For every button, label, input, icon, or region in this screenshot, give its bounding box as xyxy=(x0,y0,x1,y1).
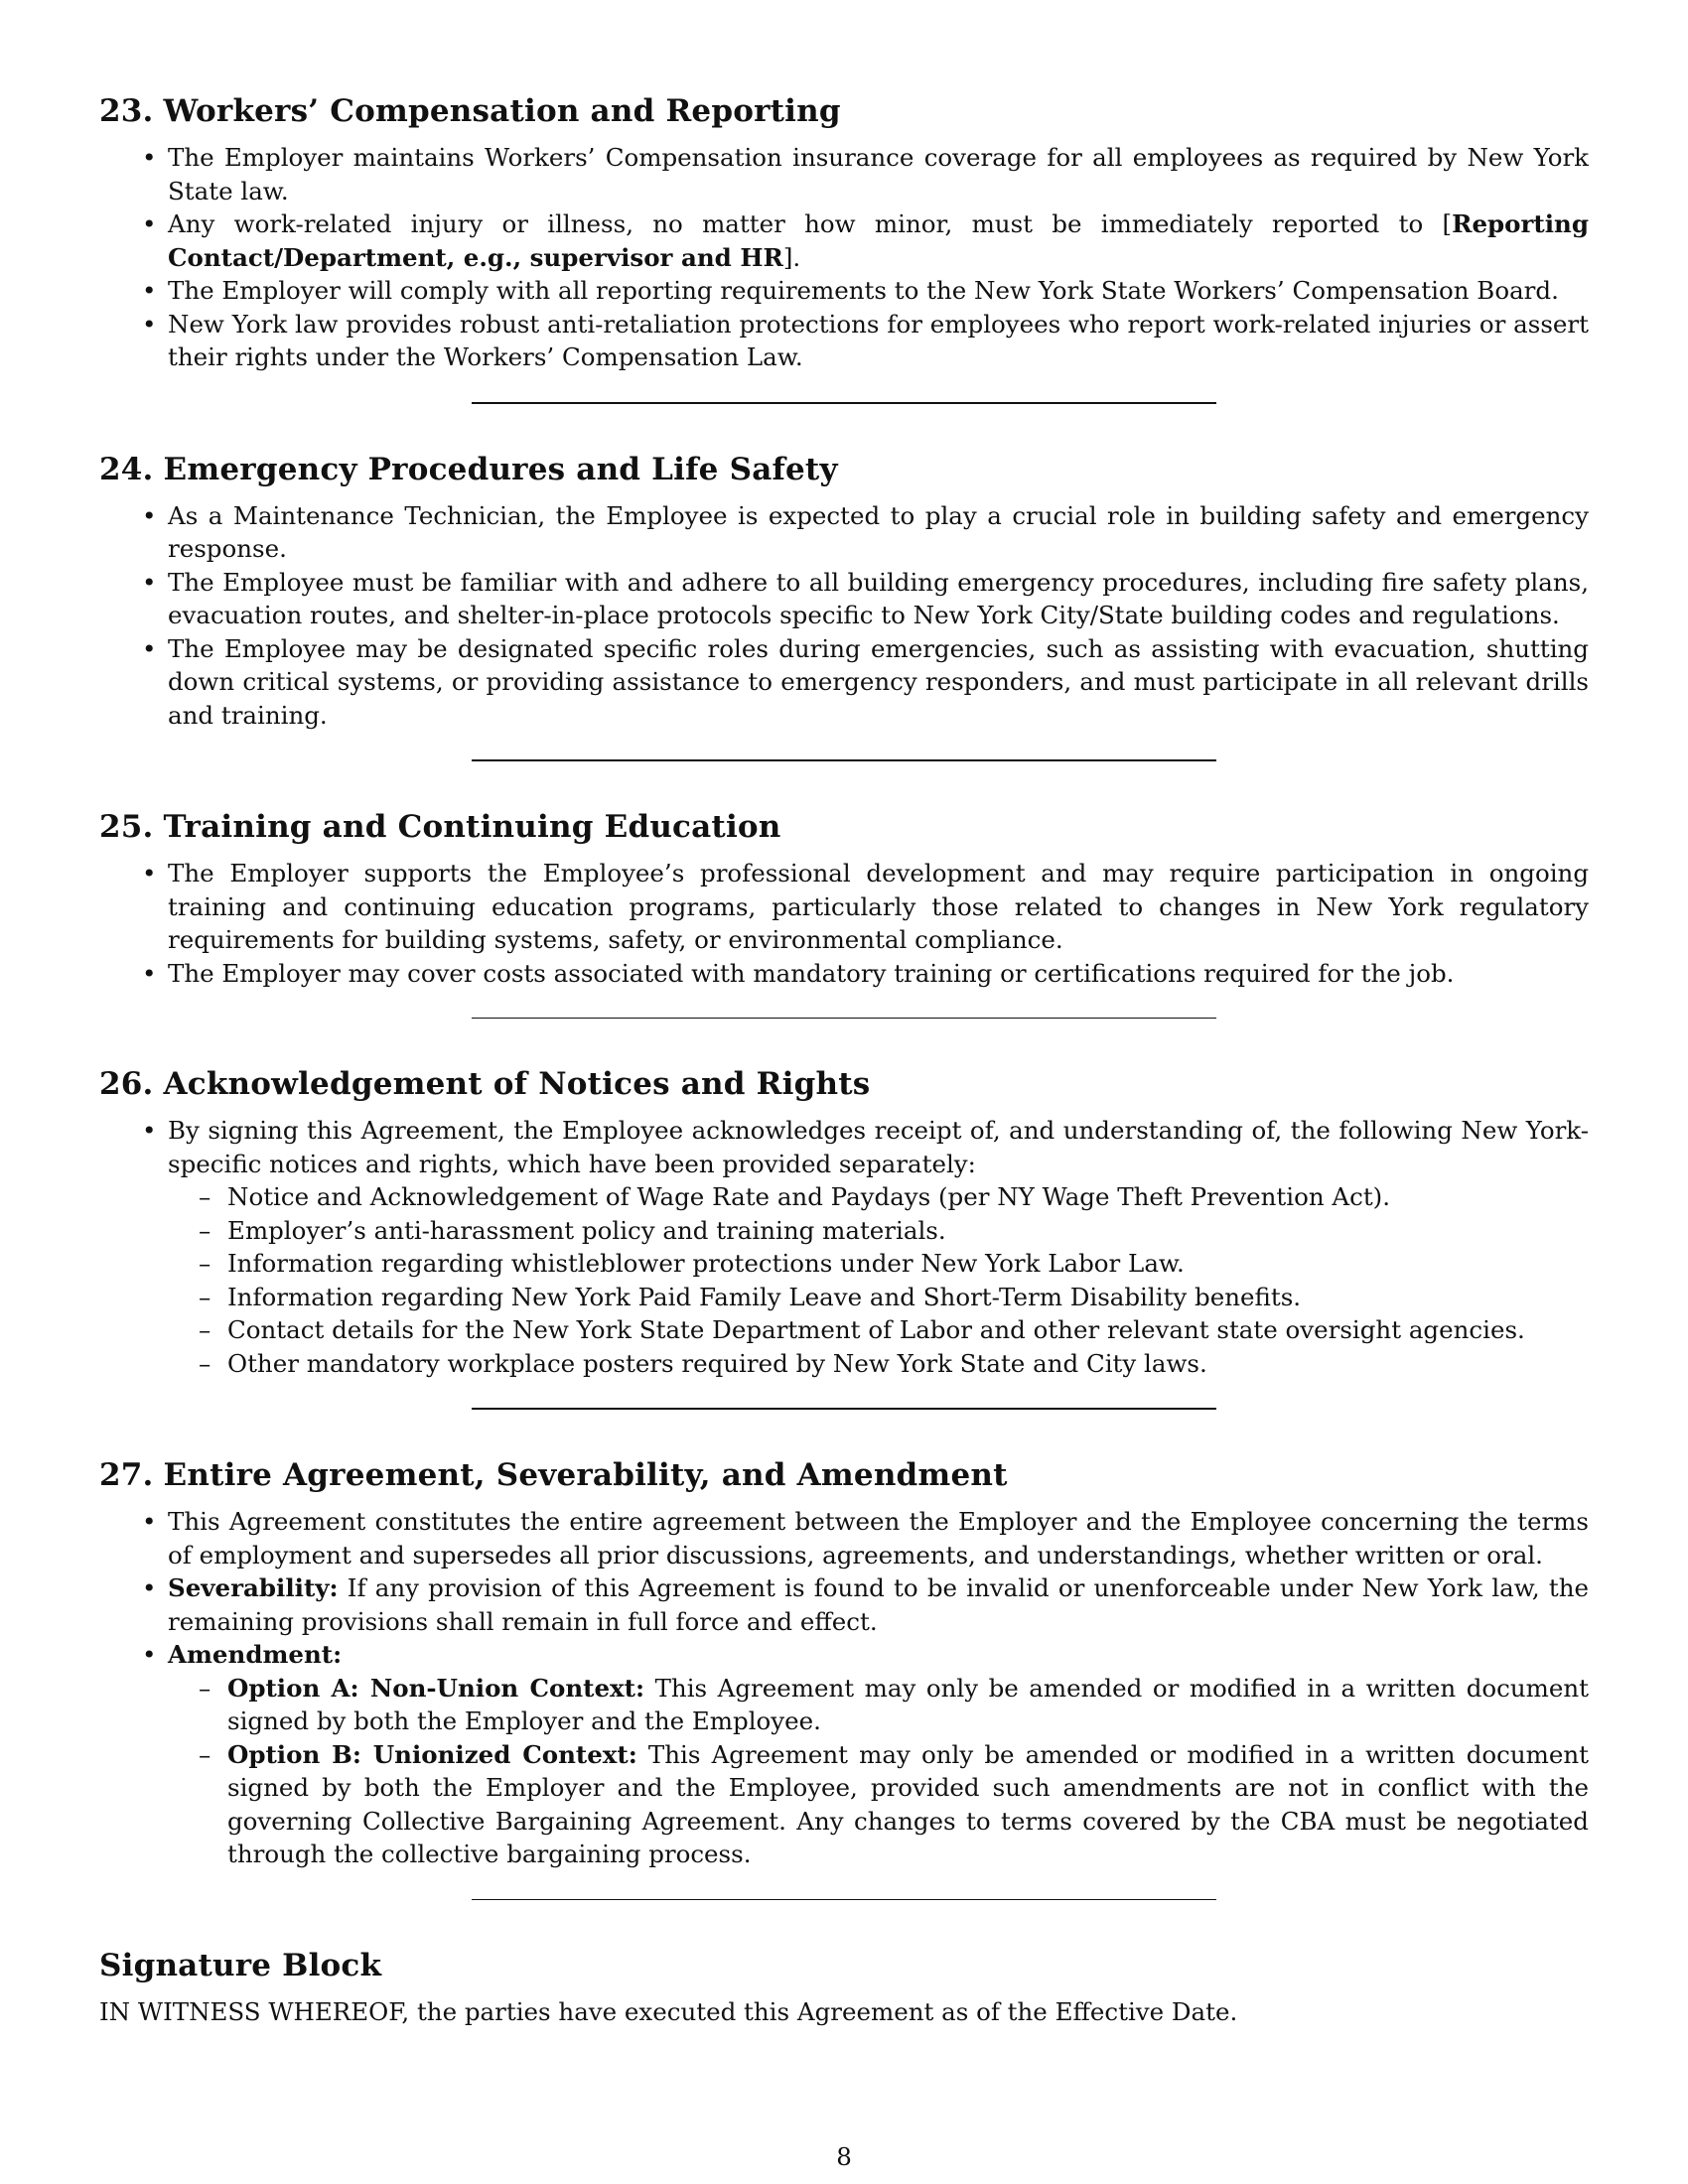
item-label: Severability: xyxy=(168,1573,339,1602)
sub-list-item: – Information regarding whistleblower protections under New York Labor Law. xyxy=(227,1247,1589,1281)
witness-statement: IN WITNESS WHEREOF, the parties have executed this Agreement as of the Effective Date. xyxy=(99,1996,1238,2026)
section-number: 24. xyxy=(99,451,154,487)
section-number: 27. xyxy=(99,1457,154,1493)
item-text: ]. xyxy=(782,242,801,272)
signature-block xyxy=(99,1946,1589,2029)
section-title: Training and Continuing Education xyxy=(163,809,781,845)
list-item xyxy=(168,207,1589,274)
section-divider xyxy=(472,1408,1216,1410)
bullet-list xyxy=(99,857,1589,990)
list-item xyxy=(168,1571,1589,1638)
section-number: 26. xyxy=(99,1066,154,1102)
bullet-list xyxy=(99,499,1589,733)
sub-list xyxy=(168,1180,1589,1380)
sub-list xyxy=(168,1672,1589,1871)
placeholder-field: Reporting Contact/Department, e.g., supervisor and HR xyxy=(168,209,1589,272)
list-item: • The Employer supports the Employee’s professional development and may require participation in ongoing training and continuing education programs, particularly those related to changes in New York regulatory requirements for building systems, safety, or environmental compliance. xyxy=(168,857,1589,957)
section-number: 23. xyxy=(99,93,154,129)
section-heading xyxy=(99,1064,1589,1104)
item-text: By signing this Agreement, the Employee acknowledges receipt of, and understanding of, the following New York-specific notices and rights, which have been provided separately: xyxy=(168,1116,1589,1178)
option-label: Option A: Non-Union Context: xyxy=(227,1673,645,1703)
section-title: Workers’ Compensation and Reporting xyxy=(163,93,841,129)
section-title: Acknowledgement of Notices and Rights xyxy=(163,1066,871,1102)
section-title: Entire Agreement, Severability, and Amendment xyxy=(163,1457,1008,1493)
bullet-list xyxy=(99,141,1589,374)
section-heading xyxy=(99,1455,1589,1495)
option-text: This Agreement may only be amended or modified in a written document signed by both the Employer and the Employee. xyxy=(227,1673,1589,1735)
item-text: Any work-related injury or illness, no matter how minor, must be immediately reported to [ xyxy=(168,209,1453,238)
list-item: • The Employer may cover costs associated with mandatory training or certifications required for the job. xyxy=(168,957,1589,991)
list-item xyxy=(168,1638,1589,1871)
sub-list-item xyxy=(227,1738,1589,1871)
page-number: 8 xyxy=(836,2142,852,2171)
section-heading xyxy=(99,807,1589,847)
section-23 xyxy=(99,91,1589,374)
sub-list-item: – Contact details for the New York State Department of Labor and other relevant state oversight agencies. xyxy=(227,1313,1589,1347)
sub-list-item xyxy=(227,1672,1589,1738)
sub-list-item: – Information regarding New York Paid Family Leave and Short-Term Disability benefits. xyxy=(227,1281,1589,1314)
section-heading xyxy=(99,450,1589,489)
bullet-list xyxy=(99,1114,1589,1380)
section-divider xyxy=(472,759,1216,761)
section-25 xyxy=(99,807,1589,990)
bullet-list xyxy=(99,1505,1589,1871)
list-item: • The Employee may be designated specific roles during emergencies, such as assisting with evacuation, shutting down critical systems, or providing assistance to emergency responders, and must participate in all relevant drills and training. xyxy=(168,632,1589,733)
list-item: • As a Maintenance Technician, the Employee is expected to play a crucial role in building safety and emergency response. xyxy=(168,499,1589,566)
section-divider xyxy=(472,1018,1216,1019)
section-24 xyxy=(99,450,1589,733)
section-27 xyxy=(99,1455,1589,1871)
section-divider xyxy=(472,1899,1216,1900)
option-text: This Agreement may only be amended or modified in a written document signed by both the Employer and the Employee, provided such amendments are not in conflict with the governing Collective Bargaining Agreement. Any changes to terms covered by the CBA must be negotiated through the collective bargaining process. xyxy=(227,1739,1589,1868)
list-item: • The Employer will comply with all reporting requirements to the New York State Workers’ Compensation Board. xyxy=(168,274,1589,308)
list-item: • New York law provides robust anti-retaliation protections for employees who report work-related injuries or assert their rights under the Workers’ Compensation Law. xyxy=(168,308,1589,374)
list-item xyxy=(168,1114,1589,1380)
section-26 xyxy=(99,1064,1589,1380)
section-heading xyxy=(99,91,1589,131)
option-label: Option B: Unionized Context: xyxy=(227,1739,637,1769)
list-item: • The Employee must be familiar with and adhere to all building emergency procedures, including fire safety plans, evacuation routes, and shelter-in-place protocols specific to New York City/State building codes and regulations. xyxy=(168,566,1589,632)
list-item: • This Agreement constitutes the entire agreement between the Employer and the Employee concerning the terms of employment and supersedes all prior discussions, agreements, and understandings, whether written or oral. xyxy=(168,1505,1589,1571)
list-item: • The Employer maintains Workers’ Compensation insurance coverage for all employees as required by New York State law. xyxy=(168,141,1589,207)
signature-title: Signature Block xyxy=(99,1947,382,1983)
sub-list-item: – Other mandatory workplace posters required by New York State and City laws. xyxy=(227,1347,1589,1381)
sub-list-item: – Employer’s anti-harassment policy and training materials. xyxy=(227,1214,1589,1248)
section-title: Emergency Procedures and Life Safety xyxy=(163,451,838,487)
item-text: If any provision of this Agreement is found to be invalid or unenforceable under New York law, the remaining provisions shall remain in full force and effect. xyxy=(168,1573,1589,1636)
section-divider xyxy=(472,402,1216,404)
item-label: Amendment: xyxy=(168,1640,343,1669)
sub-list-item: – Notice and Acknowledgement of Wage Rate and Paydays (per NY Wage Theft Prevention Act). xyxy=(227,1180,1589,1214)
section-number: 25. xyxy=(99,809,154,845)
